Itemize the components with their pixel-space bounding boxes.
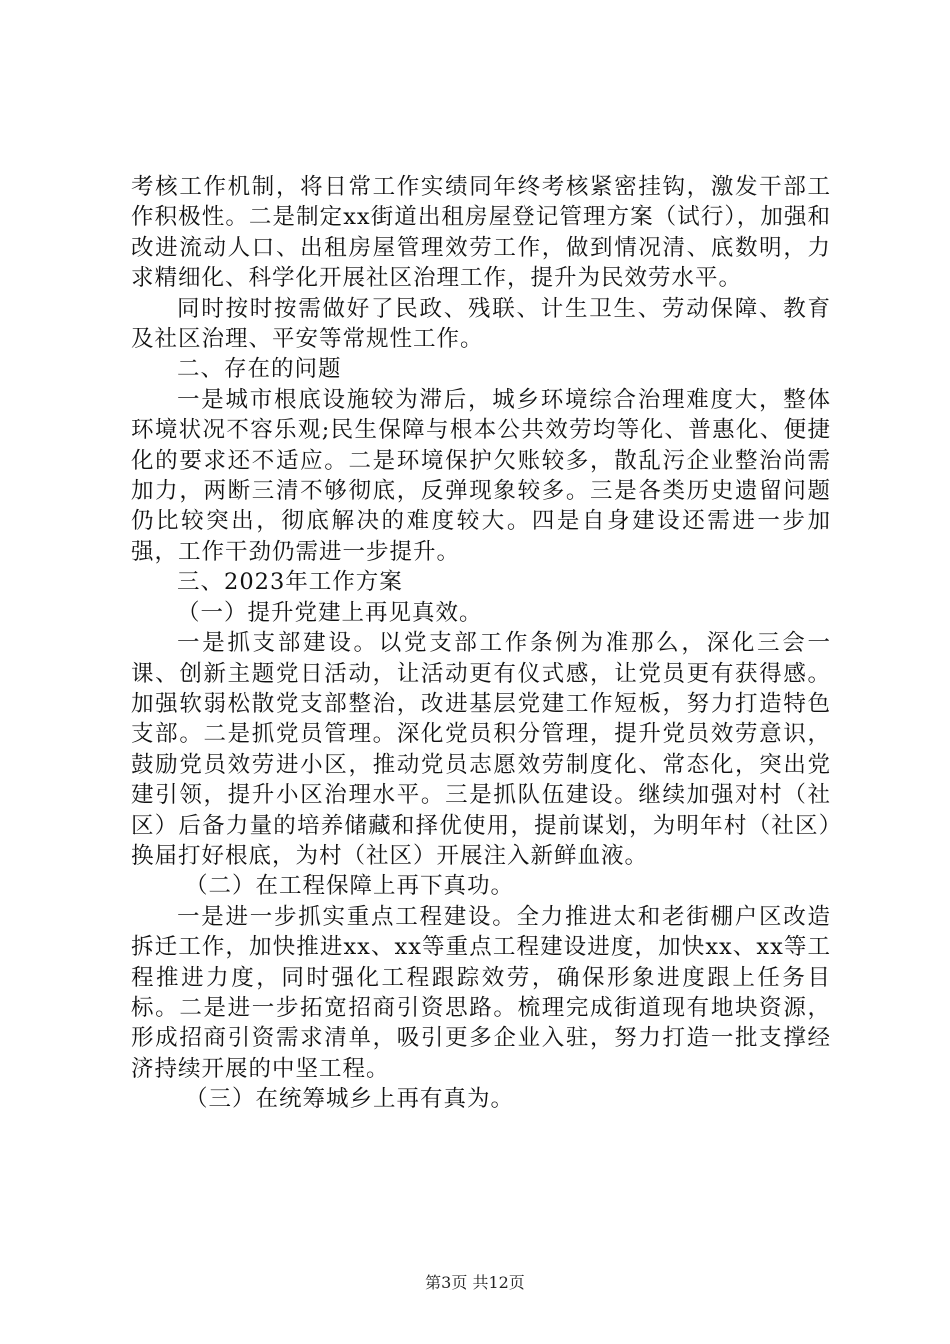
subheading-project-support: （二）在工程保障上再下真功。	[185, 873, 515, 900]
paragraph-problems: 一是城市根底设施较为滞后，城乡环境综合治理难度大，整体环境状况不容乐观;民生保障与根本公共效劳均等化、普惠化、便捷化的要求还不适应。二是环境保护欠账较多，散乱污企业整治尚需加力，两断三清不够彻底，反弹现象较多。三是各类历史遗留问题仍比较突出，彻底解决的难度较大。四是自身建设还需进一步加强，工作干劲仍需进一步提升。	[131, 386, 831, 565]
section-heading-problems: 二、存在的问题	[177, 356, 342, 383]
document-body	[131, 172, 831, 1115]
subheading-party-building: （一）提升党建上再见真效。	[177, 599, 483, 626]
section-heading-plan: 三、2023年工作方案	[177, 569, 403, 596]
paragraph-project-support: 一是进一步抓实重点工程建设。全力推进太和老街棚户区改造拆迁工作，加快推进xx、xx等重点工程建设进度，加快xx、xx等工程推进力度，同时强化工程跟踪效劳，确保形象进度跟上任务目标。二是进一步拓宽招商引资思路。梳理完成街道现有地块资源，形成招商引资需求清单，吸引更多企业入驻，努力打造一批支撑经济持续开展的中坚工程。	[131, 903, 831, 1082]
paragraph-party-building: 一是抓支部建设。以党支部工作条例为准那么，深化三会一课、创新主题党日活动，让活动更有仪式感，让党员更有获得感。加强软弱松散党支部整治，改进基层党建工作短板，努力打造特色支部。二是抓党员管理。深化党员积分管理，提升党员效劳意识，鼓励党员效劳进小区，推动党员志愿效劳制度化、常态化，突出党建引领，提升小区治理水平。三是抓队伍建设。继续加强对村（社区）后备力量的培养储藏和择优使用，提前谋划，为明年村（社区）换届打好根底，为村（社区）开展注入新鲜血液。	[131, 630, 831, 869]
paragraph-continuation: 考核工作机制，将日常工作实绩同年终考核紧密挂钩，激发干部工作积极性。二是制定xx街道出租房屋登记管理方案（试行），加强和改进流动人口、出租房屋管理效劳工作，做到情况清、底数明，力求精细化、科学化开展社区治理工作，提升为民效劳水平。	[131, 174, 831, 292]
subheading-urban-rural: （三）在统筹城乡上再有真为。	[185, 1086, 515, 1113]
page-number-footer: 第3页 共12页	[425, 1273, 525, 1292]
paragraph-routine-work: 同时按时按需做好了民政、残联、计生卫生、劳动保障、教育及社区治理、平安等常规性工作。	[131, 295, 831, 353]
